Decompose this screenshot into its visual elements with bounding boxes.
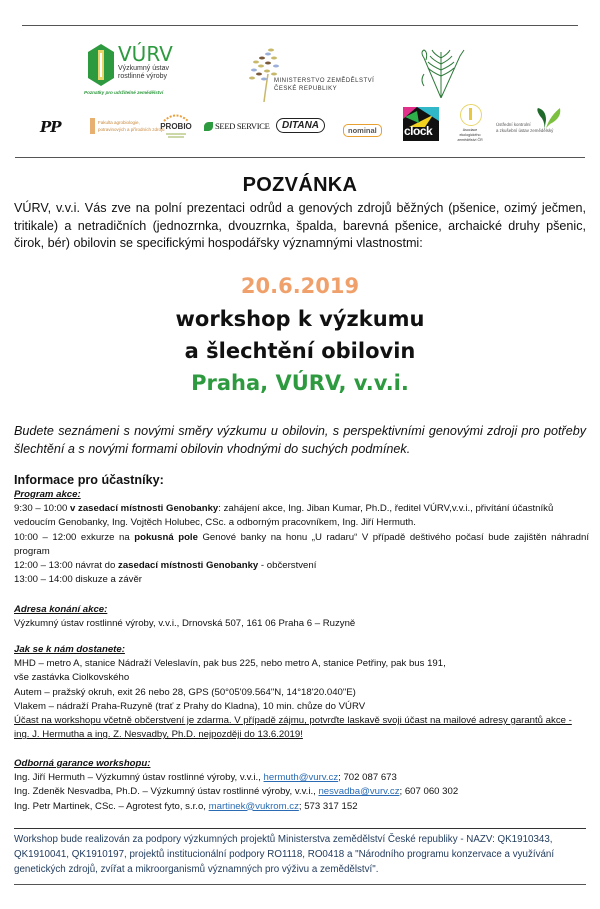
ministry-logo-line1: MINISTERSTVO ZEMĚDĚLSTVÍ bbox=[274, 78, 375, 84]
ministry-tree-icon bbox=[246, 46, 286, 102]
nominal-logo: nominal bbox=[343, 120, 389, 134]
guarantor-row: Ing. Jiří Hermuth – Výzkumný ústav rostlinné výroby, v.v.i., hermuth@vurv.cz; 702 087 673 bbox=[14, 772, 397, 784]
program-item: 13:00 – 14:00 diskuze a závěr bbox=[14, 574, 143, 586]
event-location: Praha, VÚRV, v.v.i. bbox=[191, 371, 409, 395]
vurv-logo-name: VÚRV bbox=[118, 42, 173, 66]
program-item: 12:00 – 13:00 návrat do zasedací místnosti Genobanky - občerstvení bbox=[14, 560, 317, 572]
asociace-logo: Asociace ekologického zemědělství ČR bbox=[452, 104, 492, 146]
vurv-logo-tagline: Poznatky pro udržitelné zemědělství bbox=[84, 90, 164, 95]
vurv-logo-line2: rostlinné výroby bbox=[118, 73, 168, 80]
footnote-bottom-divider bbox=[14, 884, 586, 885]
probio-field-icon bbox=[158, 132, 194, 140]
funding-footnote: Workshop bude realizován za podpory výzkumných projektů Ministerstva zemědělství České republiky - NAZV: QK1910343, QK1910041, QK1910197, projektů institucionální podpory RO1118, RO0418 a "Národního programu konzervace a využívání genetických zdrojů, zvířat a mikroorganismů významných pro výživu a zemědělství". bbox=[14, 834, 555, 875]
address-heading: Adresa konání akce: bbox=[14, 604, 108, 615]
event-date: 20.6.2019 bbox=[240, 274, 360, 298]
top-divider bbox=[22, 25, 578, 26]
ministry-logo-line2: ČESKÉ REPUBLIKY bbox=[274, 86, 338, 92]
email-link[interactable]: martinek@vukrom.cz bbox=[208, 800, 299, 812]
seed-leaf-icon bbox=[204, 122, 213, 131]
lead-paragraph: Budete seznámeni s novými směry výzkumu u obilovin, s perspektivními genovými zdroji pro potřeby šlechtění a s novými formami obilovin vhodnými do suchých podmínek. bbox=[14, 424, 586, 456]
faculty-shield-icon bbox=[90, 118, 95, 134]
registration-note: Účast na workshopu včetně občerstvení je zdarma. V případě zájmu, potvrďte laskavě svoji účast na mailové adresy garantů akce - ing. J. Hermutha a ing. Z. Nesvadby, Ph.D. nejpozději do 13.6.2019! bbox=[14, 715, 572, 741]
event-title-line2: a šlechtění obilovin bbox=[184, 339, 416, 363]
clock-logo: clock bbox=[403, 107, 439, 141]
seed-service-logo: SEED SERVICE bbox=[204, 120, 260, 134]
directions-train: Vlakem – nádraží Praha-Ruzyně (trať z Prahy do Kladna), 10 min. chůze do VÚRV bbox=[14, 700, 366, 712]
info-heading: Informace pro účastníky: bbox=[14, 473, 164, 487]
address-section bbox=[14, 603, 589, 631]
ministry-logo bbox=[246, 46, 376, 102]
program-heading: Program akce: bbox=[14, 489, 81, 500]
directions-heading: Jak se k nám dostanete: bbox=[14, 644, 125, 655]
probio-logo: PROBIO bbox=[158, 112, 194, 142]
directions-section bbox=[14, 643, 589, 742]
pp-logo: PP bbox=[40, 118, 61, 136]
footnote-top-divider bbox=[14, 828, 586, 829]
ditana-logo: DITANA bbox=[274, 116, 330, 136]
directions-mhd-stop: vše zastávka Ciolkovského bbox=[14, 672, 130, 684]
faculty-logo: Fakulta agrobiologie, potravinových a přírodních zdrojů bbox=[90, 116, 154, 140]
program-item: 10:00 – 12:00 exkurze na pokusná pole Genové banky na honu „U radaru“ V případě deštivého počasí bude zajištěn náhradní program bbox=[14, 531, 589, 557]
intro-paragraph: VÚRV, v.v.i. Vás zve na polní prezentaci odrůd a genových zdrojů běžných (pšenice, ozimý ječmen, tritikale) a netradičních (jednozrnka, dvouzrnka, špalda, barevná pšenice, archaické druhy pšenic, čirok, bér) obilovin se specifickými hospodářsky významnými vlastnostmi: bbox=[14, 201, 586, 250]
event-title-line1: workshop k výzkumu bbox=[175, 307, 425, 331]
guarantee-heading: Odborná garance workshopu: bbox=[14, 758, 151, 769]
guarantee-section bbox=[14, 757, 589, 814]
plants-logo-icon bbox=[416, 46, 466, 98]
program-item: 9:30 – 10:00 v zasedací místnosti Genobanky: zahájení akce, Ing. Jiban Kumar, Ph.D., ředitel VÚRV,v.v.i., přivítání účastníků vedoucím Genobanky, Ing. Vojtěch Holubec, CSc. a odborným pracovníkem, Ing. Jiří Hermuth. bbox=[14, 503, 554, 529]
guarantor-row: Ing. Petr Martinek, CSc. – Agrotest fyto, s.r.o, martinek@vukrom.cz; 573 317 152 bbox=[14, 800, 358, 812]
email-link[interactable]: nesvadba@vurv.cz bbox=[318, 786, 400, 798]
email-link[interactable]: hermuth@vurv.cz bbox=[263, 772, 339, 784]
program-section bbox=[14, 488, 589, 587]
guarantor-row: Ing. Zdeněk Nesvadba, Ph.D. – Výzkumný ústav rostlinné výroby, v.v.i., nesvadba@vurv.cz; 607 060 302 bbox=[14, 786, 459, 798]
probio-sun-icon bbox=[158, 112, 194, 122]
invitation-title: POZVÁNKA bbox=[242, 174, 358, 196]
vurv-hexagon-icon bbox=[88, 44, 114, 86]
ukzuz-logo: Ústřední kontrolní a zkušební ústav zemědělský bbox=[496, 106, 568, 142]
directions-car: Autem – pražský okruh, exit 26 nebo 28, GPS (50°05'09.564"N, 14°18'20.040"E) bbox=[14, 686, 356, 698]
directions-mhd: MHD – metro A, stanice Nádraží Veleslavín, pak bus 225, nebo metro A, stanice Petřiny, pak bus 191, bbox=[14, 658, 446, 670]
vurv-logo bbox=[84, 44, 184, 104]
vurv-logo-line1: Výzkumný ústav bbox=[118, 65, 169, 72]
logos-divider bbox=[15, 157, 585, 158]
address-text: Výzkumný ústav rostlinné výroby, v.v.i., Drnovská 507, 161 06 Praha 6 – Ruzyně bbox=[14, 618, 356, 630]
